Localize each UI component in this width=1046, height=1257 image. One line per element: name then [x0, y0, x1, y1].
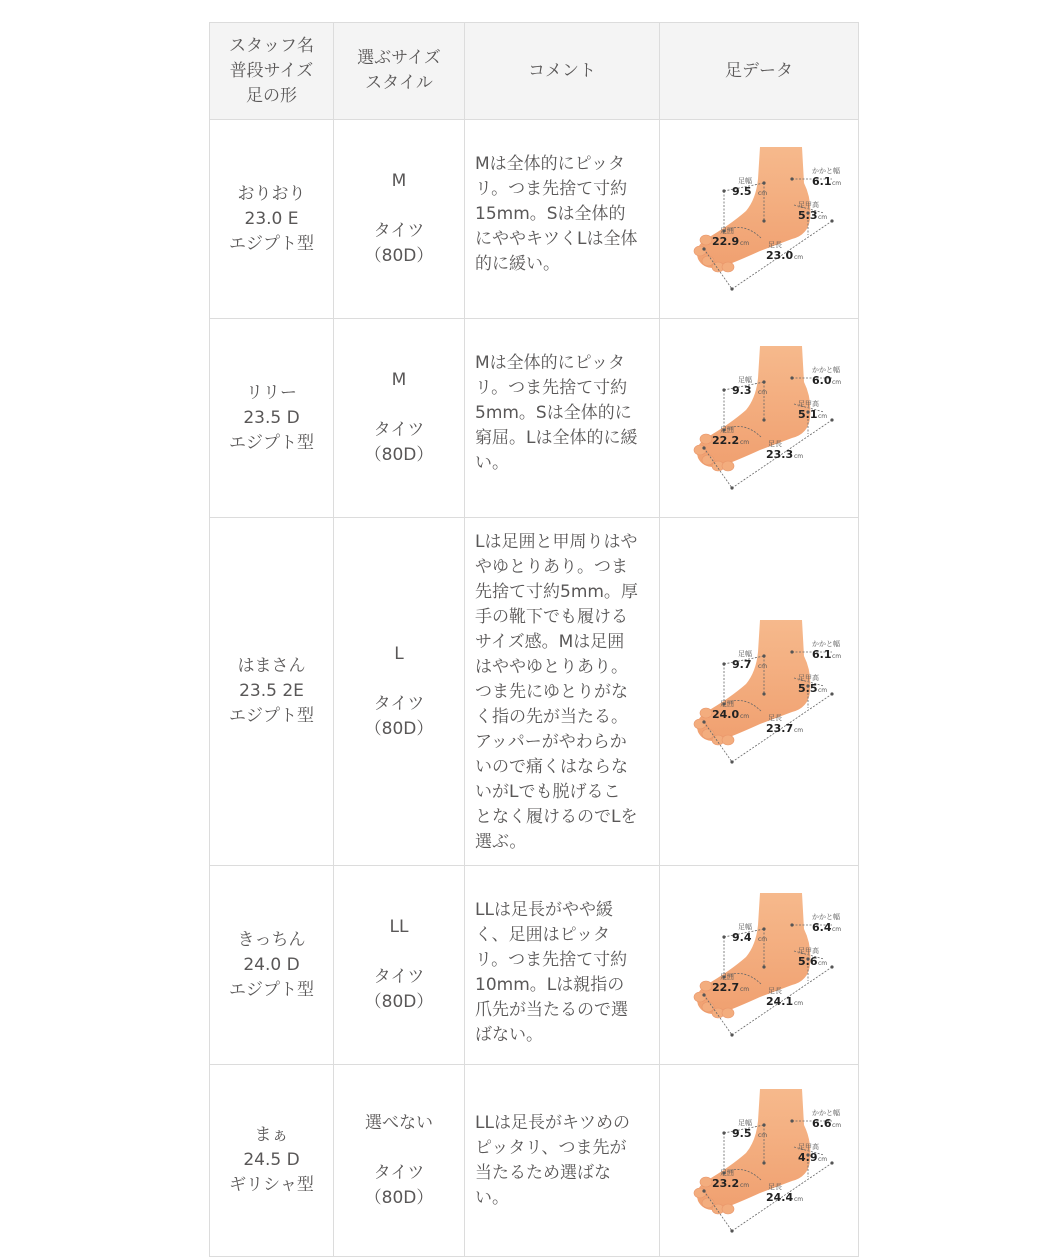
table-row — [210, 319, 859, 518]
header-staff-line: 足の形 — [246, 85, 297, 106]
measure-dot — [730, 287, 733, 290]
style-line: （80D） — [364, 718, 434, 739]
style-line: （80D） — [364, 992, 434, 1012]
foot-data-cell — [660, 1065, 859, 1257]
foot-diagram — [674, 338, 844, 498]
spacer — [334, 393, 464, 418]
heel-width-label: かかと幅 — [812, 366, 840, 374]
measure-dot — [702, 1189, 705, 1192]
comment-line: ばない。 — [475, 1025, 543, 1045]
comment-line: いがLでも脱げるこ — [475, 782, 621, 802]
measure-dot — [730, 760, 733, 763]
staff-line: エジプト型 — [229, 706, 314, 726]
foot-girth-value: 22.7 — [712, 981, 740, 994]
staff-cell — [210, 518, 334, 866]
foot-diagram — [674, 139, 844, 299]
measure-dot — [762, 654, 765, 657]
heel-width-value: 6.6 — [812, 1116, 832, 1130]
header-size-line: 選ぶサイズ — [357, 48, 441, 68]
toe-shape — [700, 708, 712, 718]
spacer — [334, 1136, 464, 1161]
foot-length-unit: cm — [794, 254, 804, 261]
measure-dot — [762, 181, 765, 184]
instep-height-unit: cm — [818, 413, 828, 420]
foot-width-label: 足幅 — [738, 923, 752, 931]
heel-width-unit: cm — [832, 379, 842, 386]
staff-line: エジプト型 — [229, 432, 314, 453]
instep-height-value: 5.1 — [798, 408, 818, 421]
foot-length-label: 足長 — [768, 1182, 782, 1191]
staff-line: 24.5 D — [243, 1150, 300, 1170]
comment-line: 10mm。Lは親指の — [475, 975, 625, 995]
comment-line: LLは足長がキツめの — [475, 1113, 630, 1133]
comment-line: リ。つま先捨て寸約 — [475, 950, 628, 970]
chosen-size: M — [391, 171, 407, 191]
comment-line: LLは足長がやや緩 — [475, 900, 613, 920]
measure-dot — [762, 219, 765, 222]
staff-line: エジプト型 — [229, 979, 314, 1000]
foot-width-label: 足幅 — [738, 177, 752, 185]
comment-line: 15mm。Sは全体的 — [475, 204, 626, 224]
foot-length-unit: cm — [794, 453, 804, 460]
comment-cell — [465, 1065, 660, 1257]
header-staff — [210, 23, 334, 120]
comment-line: 先捨て寸約5mm。厚 — [475, 582, 638, 602]
comment-line: つま先にゆとりがな — [475, 682, 628, 702]
comment-line: Lは足囲と甲周りはや — [475, 532, 638, 552]
chosen-size: LL — [389, 917, 409, 937]
staff-line: きっちん — [237, 929, 306, 950]
table-row — [210, 518, 859, 866]
comment-line: 5mm。Sは全体的に — [475, 403, 632, 423]
header-size-line: スタイル — [365, 73, 433, 93]
size-cell — [334, 120, 465, 319]
foot-shape — [697, 1089, 810, 1210]
comment-line: となく履けるのでLを — [475, 807, 638, 827]
comment-line: いので痛くはならな — [475, 757, 628, 777]
style-line: タイツ — [373, 221, 425, 241]
measure-dot — [790, 923, 793, 926]
style-line: タイツ — [373, 1162, 425, 1183]
staff-line: 23.0 E — [244, 208, 299, 229]
instep-height-unit: cm — [818, 960, 828, 967]
instep-height-value: 4.9 — [798, 1150, 818, 1164]
size-cell — [334, 518, 465, 866]
header-footdata: 足データ — [660, 23, 859, 120]
comment-line: 手の靴下でも履ける — [475, 607, 628, 627]
comment-line: 窮屈。Lは全体的に緩 — [475, 428, 638, 448]
style-line: （80D） — [364, 1187, 434, 1208]
foot-girth-unit: cm — [740, 439, 750, 446]
comment-line: 当たるため選ばな — [475, 1163, 611, 1183]
comment-line: Mは全体的にピッタ — [475, 154, 625, 174]
foot-girth-value: 22.9 — [712, 235, 740, 248]
instep-height-value: 5.6 — [798, 955, 818, 968]
foot-length-label: 足長 — [768, 713, 782, 722]
toe-shape — [700, 434, 712, 444]
foot-shape — [697, 893, 810, 1014]
heel-width-unit: cm — [832, 652, 842, 660]
spacer — [334, 667, 464, 692]
foot-girth-label: 足囲 — [720, 1168, 734, 1177]
measure-dot — [830, 965, 833, 968]
instep-height-label: 足甲高 — [798, 400, 819, 408]
foot-data-cell — [660, 866, 859, 1065]
chosen-size: M — [391, 370, 407, 390]
comment-line: 爪先が当たるので選 — [475, 1000, 628, 1020]
measure-dot — [762, 380, 765, 383]
measure-dot — [790, 177, 793, 180]
instep-height-label: 足甲高 — [798, 673, 819, 682]
staff-line: 23.5 D — [243, 407, 300, 428]
spacer — [334, 194, 464, 219]
size-cell — [334, 1065, 465, 1257]
style-line: タイツ — [373, 693, 425, 714]
staff-line: リリー — [246, 382, 297, 403]
size-cell — [334, 866, 465, 1065]
staff-line: 24.0 D — [243, 954, 300, 975]
foot-width-value: 9.4 — [732, 931, 752, 944]
foot-diagram — [674, 885, 844, 1045]
foot-length-unit: cm — [794, 1195, 804, 1203]
foot-length-value: 23.7 — [766, 721, 794, 735]
foot-width-unit: cm — [758, 1131, 768, 1139]
foot-width-unit: cm — [758, 936, 768, 943]
measure-dot — [762, 927, 765, 930]
foot-length-value: 23.3 — [766, 448, 794, 461]
foot-girth-label: 足囲 — [720, 699, 734, 708]
heel-width-unit: cm — [832, 1121, 842, 1129]
staff-size-table — [209, 22, 859, 1257]
instep-height-unit: cm — [818, 1155, 828, 1163]
comment-line: Mは全体的にピッタ — [475, 353, 625, 373]
foot-length-value: 24.1 — [766, 995, 794, 1008]
foot-diagram — [674, 612, 844, 772]
measure-dot — [762, 418, 765, 421]
heel-width-value: 6.4 — [812, 921, 832, 934]
instep-height-unit: cm — [818, 686, 828, 694]
heel-width-label: かかと幅 — [812, 167, 840, 175]
comment-line: リ。つま先捨て寸約 — [475, 378, 628, 398]
heel-width-label: かかと幅 — [812, 913, 840, 921]
staff-line: 23.5 2E — [239, 681, 304, 701]
comment-line: はややゆとりあり。 — [475, 657, 628, 677]
foot-width-label: 足幅 — [738, 649, 752, 658]
comment-line: く指の先が当たる。 — [475, 707, 628, 727]
comment-cell — [465, 866, 660, 1065]
style-line: タイツ — [373, 420, 425, 440]
measure-dot — [722, 1131, 725, 1134]
staff-cell — [210, 866, 334, 1065]
staff-line: ギリシャ型 — [229, 1175, 314, 1195]
foot-width-unit: cm — [758, 190, 768, 197]
foot-girth-value: 23.2 — [712, 1176, 740, 1190]
measure-dot — [702, 247, 705, 250]
measure-dot — [762, 692, 765, 695]
foot-data-cell — [660, 518, 859, 866]
instep-height-label: 足甲高 — [798, 1142, 819, 1151]
measure-dot — [790, 376, 793, 379]
measure-dot — [762, 1161, 765, 1164]
foot-shape — [697, 346, 810, 467]
foot-length-value: 23.0 — [766, 249, 794, 262]
measure-dot — [762, 965, 765, 968]
measure-dot — [722, 935, 725, 938]
instep-height-label: 足甲高 — [798, 947, 819, 955]
foot-width-label: 足幅 — [738, 376, 752, 384]
staff-line: まぁ — [254, 1125, 289, 1145]
measure-dot — [722, 388, 725, 391]
comment-line: い。 — [475, 453, 509, 473]
measure-dot — [730, 1033, 733, 1036]
comment-cell — [465, 319, 660, 518]
staff-cell — [210, 120, 334, 319]
chosen-size: 選べない — [365, 1112, 433, 1133]
foot-width-unit: cm — [758, 389, 768, 396]
measure-dot — [702, 720, 705, 723]
size-cell — [334, 319, 465, 518]
toe-shape — [700, 1177, 712, 1187]
toe-shape — [700, 981, 712, 991]
comment-line: アッパーがやわらか — [475, 732, 627, 752]
staff-cell — [210, 319, 334, 518]
measure-dot — [702, 993, 705, 996]
toe-shape — [700, 235, 712, 245]
spacer — [334, 940, 464, 965]
foot-girth-unit: cm — [740, 1181, 750, 1189]
comment-line: い。 — [475, 1188, 509, 1208]
heel-width-label: かかと幅 — [812, 639, 840, 648]
foot-length-unit: cm — [794, 726, 804, 734]
foot-girth-unit: cm — [740, 712, 750, 720]
heel-width-value: 6.1 — [812, 647, 832, 661]
staff-line: はまさん — [237, 656, 306, 676]
foot-girth-label: 足囲 — [720, 426, 734, 434]
style-line: （80D） — [364, 246, 434, 266]
staff-cell — [210, 1065, 334, 1257]
style-line: （80D） — [364, 445, 434, 465]
comment-line: く、足囲はピッタ — [475, 925, 610, 945]
foot-length-unit: cm — [794, 1000, 804, 1007]
toe-shape — [722, 735, 734, 745]
instep-height-label: 足甲高 — [798, 201, 819, 209]
measure-dot — [790, 1119, 793, 1122]
staff-line: エジプト型 — [229, 233, 314, 254]
foot-shape — [697, 147, 810, 268]
instep-height-value: 5.5 — [798, 681, 818, 695]
foot-data-cell — [660, 319, 859, 518]
foot-length-label: 足長 — [768, 241, 782, 249]
table-row — [210, 866, 859, 1065]
style-line: タイツ — [373, 967, 425, 987]
foot-shape — [697, 620, 810, 741]
measure-dot — [830, 692, 833, 695]
measure-dot — [830, 219, 833, 222]
foot-girth-value: 24.0 — [712, 707, 740, 721]
toe-shape — [722, 1008, 734, 1018]
measure-dot — [762, 1123, 765, 1126]
header-staff-line: 普段サイズ — [229, 60, 314, 81]
measure-dot — [730, 486, 733, 489]
foot-girth-label: 足囲 — [720, 973, 734, 981]
foot-width-value: 9.5 — [732, 1126, 752, 1140]
foot-girth-unit: cm — [740, 986, 750, 993]
comment-line: サイズ感。Mは足囲 — [475, 632, 625, 652]
header-size — [334, 23, 465, 120]
heel-width-label: かかと幅 — [812, 1108, 840, 1117]
foot-length-label: 足長 — [768, 440, 782, 448]
foot-diagram — [674, 1081, 844, 1241]
comment-line: ピッタリ、つま先が — [475, 1138, 627, 1158]
heel-width-unit: cm — [832, 180, 842, 187]
heel-width-value: 6.0 — [812, 374, 832, 387]
comment-cell — [465, 518, 660, 866]
measure-dot — [790, 650, 793, 653]
measure-dot — [830, 418, 833, 421]
comment-line: やゆとりあり。つま — [475, 557, 628, 577]
measure-dot — [702, 446, 705, 449]
toe-shape — [722, 1204, 734, 1214]
staff-line: おりおり — [237, 183, 306, 204]
measure-dot — [722, 662, 725, 665]
foot-data-cell — [660, 120, 859, 319]
header-staff-line: スタッフ名 — [229, 35, 314, 56]
header-comment: コメント — [465, 23, 660, 120]
foot-girth-label: 足囲 — [720, 227, 734, 235]
instep-height-value: 5.3 — [798, 209, 818, 222]
measure-dot — [722, 189, 725, 192]
toe-shape — [722, 461, 734, 471]
foot-width-value: 9.5 — [732, 185, 752, 198]
foot-length-label: 足長 — [768, 987, 782, 995]
foot-length-value: 24.4 — [766, 1190, 794, 1204]
foot-width-value: 9.3 — [732, 384, 752, 397]
table-row — [210, 120, 859, 319]
instep-height-unit: cm — [818, 214, 828, 221]
measure-dot — [830, 1161, 833, 1164]
comment-line: 的に緩い。 — [475, 254, 560, 274]
foot-width-unit: cm — [758, 662, 768, 670]
foot-width-label: 足幅 — [738, 1118, 752, 1127]
heel-width-value: 6.1 — [812, 175, 832, 188]
heel-width-unit: cm — [832, 926, 842, 933]
table-header-row — [210, 23, 859, 120]
comment-line: 選ぶ。 — [475, 832, 527, 852]
foot-width-value: 9.7 — [732, 657, 752, 671]
foot-girth-unit: cm — [740, 240, 750, 247]
comment-cell — [465, 120, 660, 319]
table-row — [210, 1065, 859, 1257]
measure-dot — [730, 1229, 733, 1232]
foot-girth-value: 22.2 — [712, 434, 740, 447]
toe-shape — [722, 262, 734, 272]
comment-line: リ。つま先捨て寸約 — [475, 179, 628, 199]
comment-line: にややキツくLは全体 — [475, 229, 638, 249]
chosen-size: L — [394, 643, 404, 664]
